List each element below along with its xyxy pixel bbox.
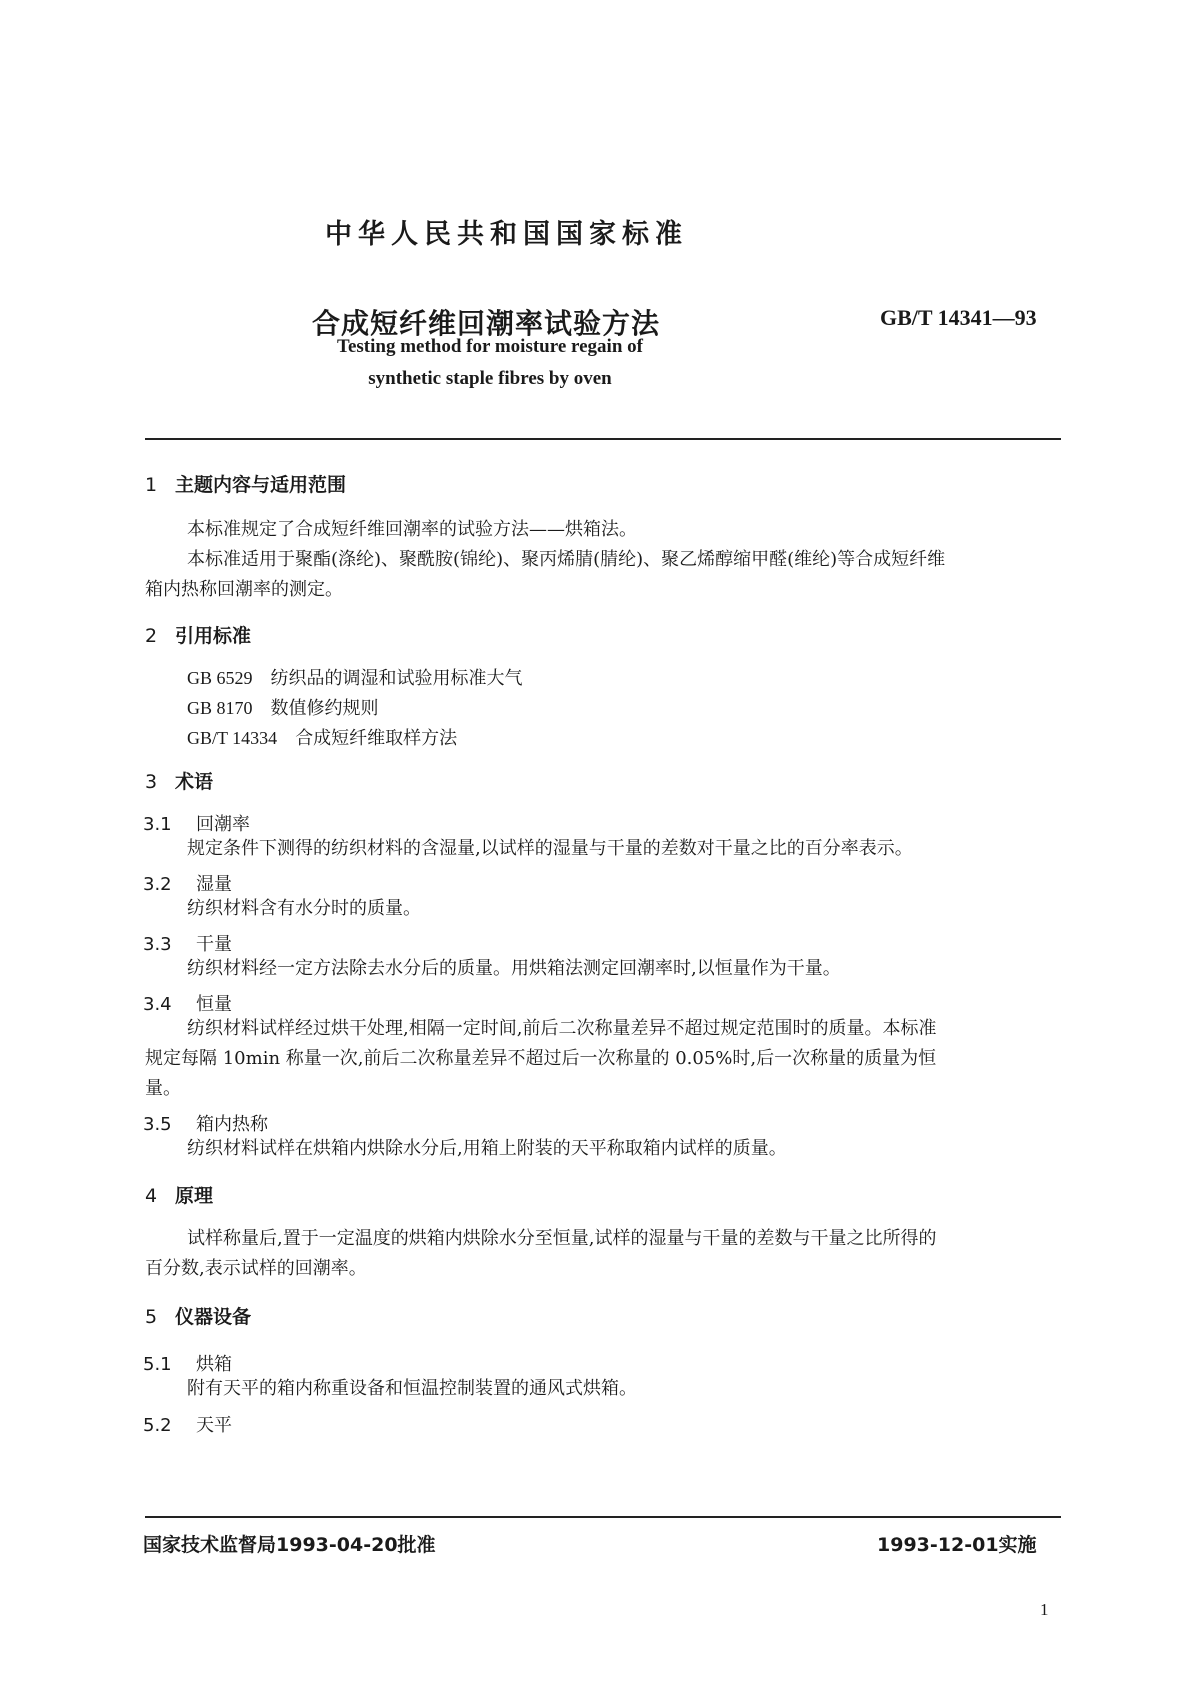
reference-code: GB 8170 — [187, 698, 253, 718]
term-3-3-number: 3.3 — [143, 934, 172, 955]
section-5-number: 5 — [145, 1306, 158, 1328]
section-3-heading — [145, 767, 213, 794]
footer-divider — [145, 1516, 1061, 1518]
term-3-2-title: 湿量 — [196, 874, 232, 895]
section-4-paragraph-line2: 百分数,表示试样的回潮率。 — [145, 1258, 367, 1279]
item-5-1-description: 附有天平的箱内称重设备和恒温控制装置的通风式烘箱。 — [187, 1378, 637, 1399]
section-4-number: 4 — [145, 1185, 158, 1207]
section-1-title: 主题内容与适用范围 — [175, 474, 347, 496]
term-3-1-title: 回潮率 — [196, 814, 250, 835]
term-3-2-definition: 纺织材料含有水分时的质量。 — [187, 898, 421, 919]
term-3-4-title: 恒量 — [196, 994, 232, 1015]
header-divider — [145, 438, 1061, 440]
document-title-cn: 合成短纤维回潮率试验方法 — [312, 307, 661, 340]
term-3-5-definition: 纺织材料试样在烘箱内烘除水分后,用箱上附装的天平称取箱内试样的质量。 — [187, 1138, 787, 1159]
reference-item — [187, 694, 379, 720]
term-3-5-heading — [143, 1110, 268, 1136]
national-standard-heading: 中华人民共和国国家标准 — [325, 219, 688, 250]
section-2-number: 2 — [145, 625, 158, 647]
reference-code: GB/T 14334 — [187, 728, 278, 748]
item-5-1-title: 烘箱 — [196, 1354, 232, 1375]
approval-date: 国家技术监督局1993-04-20批准 — [143, 1534, 436, 1556]
term-3-5-number: 3.5 — [143, 1114, 172, 1135]
term-3-4-definition-line2: 规定每隔 10min 称量一次,前后二次称量差异不超过后一次称量的 0.05%时,后一次称量的质量为恒 — [145, 1048, 937, 1069]
section-1-paragraph-1: 本标准规定了合成短纤维回潮率的试验方法——烘箱法。 — [187, 519, 637, 540]
reference-item — [187, 664, 523, 690]
term-3-5-title: 箱内热称 — [196, 1114, 268, 1135]
term-3-1-number: 3.1 — [143, 814, 172, 835]
term-3-3-heading — [143, 930, 232, 956]
section-4-title: 原理 — [175, 1185, 214, 1207]
section-3-title: 术语 — [175, 771, 214, 793]
reference-item — [187, 724, 457, 750]
section-4-heading — [145, 1181, 213, 1208]
section-1-paragraph-2-line2: 箱内热称回潮率的测定。 — [145, 579, 343, 600]
term-3-1-heading — [143, 810, 250, 836]
term-3-4-definition-line1: 纺织材料试样经过烘干处理,相隔一定时间,前后二次称量差异不超过规定范围时的质量。本标准 — [187, 1018, 937, 1039]
implementation-date: 1993-12-01实施 — [877, 1534, 1037, 1556]
item-5-2-number: 5.2 — [143, 1415, 172, 1436]
term-3-4-definition-line3: 量。 — [145, 1078, 181, 1099]
standard-code: GB/T 14341—93 — [880, 305, 1037, 330]
document-title-en-line2: synthetic staple fibres by oven — [368, 368, 612, 389]
document-title-en-line1: Testing method for moisture regain of — [337, 336, 643, 357]
reference-code: GB 6529 — [187, 668, 253, 688]
term-3-4-heading — [143, 990, 232, 1016]
item-5-2-title: 天平 — [196, 1415, 232, 1436]
term-3-1-definition: 规定条件下测得的纺织材料的含湿量,以试样的湿量与干量的差数对干量之比的百分率表示。 — [187, 838, 913, 859]
term-3-2-number: 3.2 — [143, 874, 172, 895]
section-5-title: 仪器设备 — [175, 1306, 252, 1328]
section-1-number: 1 — [145, 474, 158, 496]
section-5-heading — [145, 1302, 251, 1329]
term-3-3-definition: 纺织材料经一定方法除去水分后的质量。用烘箱法测定回潮率时,以恒量作为干量。 — [187, 958, 841, 979]
reference-title: 数值修约规则 — [270, 698, 379, 719]
item-5-1-heading — [143, 1350, 232, 1376]
term-3-3-title: 干量 — [196, 934, 232, 955]
section-3-number: 3 — [145, 771, 158, 793]
section-2-title: 引用标准 — [175, 625, 252, 647]
term-3-2-heading — [143, 870, 232, 896]
item-5-1-number: 5.1 — [143, 1354, 172, 1375]
section-2-heading — [145, 621, 251, 648]
section-1-heading — [145, 470, 346, 497]
section-4-paragraph-line1: 试样称量后,置于一定温度的烘箱内烘除水分至恒量,试样的湿量与干量的差数与干量之比所得的 — [187, 1228, 937, 1249]
term-3-4-number: 3.4 — [143, 994, 172, 1015]
reference-title: 合成短纤维取样方法 — [295, 728, 458, 749]
item-5-2-heading — [143, 1411, 232, 1437]
section-1-paragraph-2-line1: 本标准适用于聚酯(涤纶)、聚酰胺(锦纶)、聚丙烯腈(腈纶)、聚乙烯醇缩甲醛(维纶)等合成短纤维 — [187, 549, 946, 570]
page-number: 1 — [1040, 1600, 1049, 1619]
reference-title: 纺织品的调湿和试验用标准大气 — [270, 668, 523, 689]
